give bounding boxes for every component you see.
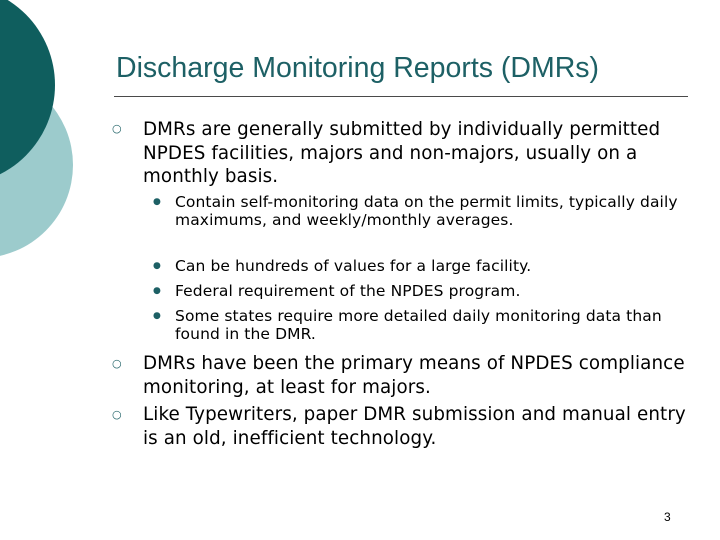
hollow-circle-bullet-icon: ○: [112, 122, 122, 135]
hollow-circle-bullet-icon: ○: [112, 357, 122, 370]
page-number: 3: [664, 510, 671, 524]
bullet-text: Like Typewriters, paper DMR submission and manual entry is an old, inefficient technology.: [143, 404, 686, 449]
bullet-text: DMRs are generally submitted by individually permitted NPDES facilities, majors and non-majors, usually on a monthly basis.: [143, 119, 661, 187]
slide-title: Discharge Monitoring Reports (DMRs): [116, 52, 600, 84]
title-divider: [114, 96, 688, 97]
filled-circle-bullet-icon: ●: [153, 286, 161, 296]
decorative-circles: [0, 0, 110, 290]
sub-bullet-text: Can be hundreds of values for a large facility.: [175, 257, 532, 275]
sub-bullet-text: Contain self-monitoring data on the permit limits, typically daily maximums, and weekly/monthly averages.: [175, 193, 678, 229]
hollow-circle-bullet-icon: ○: [112, 408, 122, 421]
filled-circle-bullet-icon: ●: [153, 261, 161, 271]
sub-bullet-text: Some states require more detailed daily monitoring data than found in the DMR.: [175, 307, 662, 343]
filled-circle-bullet-icon: ●: [153, 311, 161, 321]
bullet-text: DMRs have been the primary means of NPDES compliance monitoring, at least for majors.: [143, 353, 685, 398]
sub-bullet-text: Federal requirement of the NPDES program.: [175, 282, 521, 300]
filled-circle-bullet-icon: ●: [153, 197, 161, 207]
